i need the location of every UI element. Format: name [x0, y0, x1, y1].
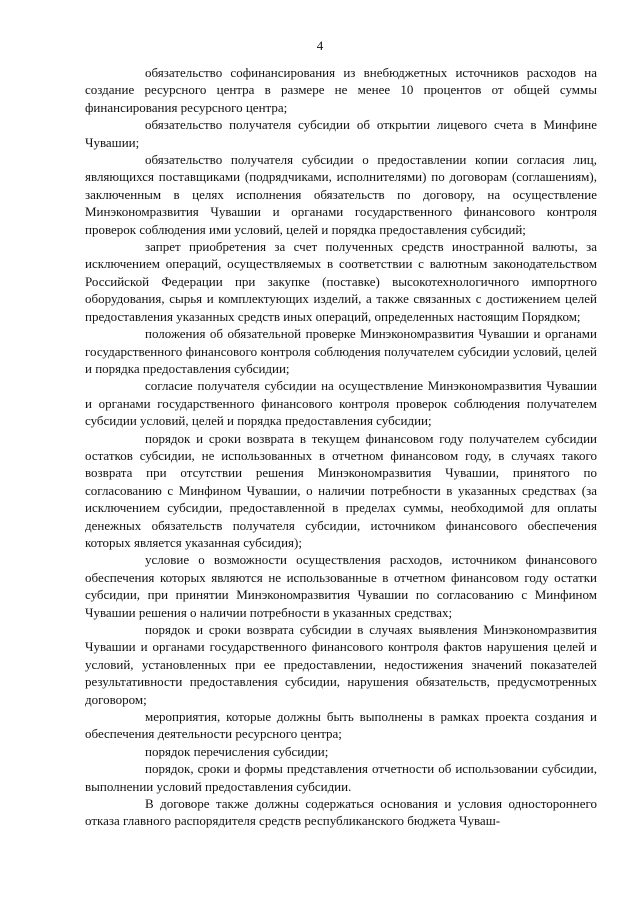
paragraph: порядок перечисления субсидии; — [145, 743, 329, 759]
paragraph: порядок и сроки возврата субсидии в случаях выявления Минэкономразвития Чувашии и органами государственного финансового контроля фактов нарушения целей и условий, установленных при ее предоставлении, недостижения значений показателей результативности предоставления субсидии, нарушения обязательств, предусмотренных договором; — [85, 622, 597, 707]
paragraph: положения об обязательной проверке Минэкономразвития Чувашии и органами государственного финансового контроля соблюдения получателем субсидии условий, целей и порядка предоставления субсидии; — [85, 326, 597, 376]
paragraph: порядок, сроки и формы представления отчетности об использовании субсидии, выполнении условий предоставления субсидии. — [85, 761, 597, 794]
paragraph: обязательство получателя субсидии об открытии лицевого счета в Минфине Чувашии; — [85, 117, 597, 150]
paragraph: обязательство получателя субсидии о предоставлении копии согласия лиц, являющихся поставщиками (подрядчиками, исполнителями) по договорам (соглашениям), заключенным в целях исполнения обязательств по договору, на осуществление Минэкономразвития Чувашии и органами государственного финансового контроля проверок соблюдения ими условий, целей и порядка предоставления субсидий; — [85, 152, 597, 237]
paragraph: согласие получателя субсидии на осуществление Минэкономразвития Чувашии и органами государственного финансового контроля проверок соблюдения получателем субсидии условий, целей и порядка предоставления субсидии; — [85, 378, 597, 429]
document-body — [85, 64, 597, 830]
page-number: 4 — [316, 38, 324, 53]
paragraph: мероприятия, которые должны быть выполнены в рамках проекта создания и обеспечения деятельности ресурсного центра; — [85, 709, 597, 742]
paragraph: порядок и сроки возврата в текущем финансовом году получателем субсидии остатков субсидии, не использованных в отчетном финансовом году, в случаях такого возврата при отсутствии решения Минэкономразвития Чувашии, принятого по согласованию с Минфином Чувашии, о наличии потребности в указанных средствах (за исключением субсидии, предоставленной в пределах суммы, необходимой для оплаты денежных обязательств получателя субсидии, источником финансового обеспечения которых является указанная субсидия); — [85, 430, 597, 550]
paragraph: условие о возможности осуществления расходов, источником финансового обеспечения которых являются не использованные в отчетном финансовом году остатки субсидии, при принятии Минэкономразвития Чувашии по согласованию с Минфином Чувашии решения о наличии потребности в указанных средствах; — [85, 552, 597, 620]
paragraph: В договоре также должны содержаться основания и условия одностороннего отказа главного распорядителя средств республиканского бюджета Чуваш- — [85, 796, 597, 829]
paragraph: обязательство софинансирования из внебюджетных источников расходов на создание ресурсного центра в размере не менее 10 процентов от общей суммы финансирования ресурсного центра; — [85, 65, 597, 115]
paragraph: запрет приобретения за счет полученных средств иностранной валюты, за исключением операций, осуществляемых в соответствии с валютным законодательством Российской Федерации при закупке (поставке) высокотехнологичного импортного оборудования, сырья и комплектующих изделий, а также связанных с достижением целей предоставления указанных средств иных операций, определенных настоящим Порядком; — [85, 239, 597, 324]
